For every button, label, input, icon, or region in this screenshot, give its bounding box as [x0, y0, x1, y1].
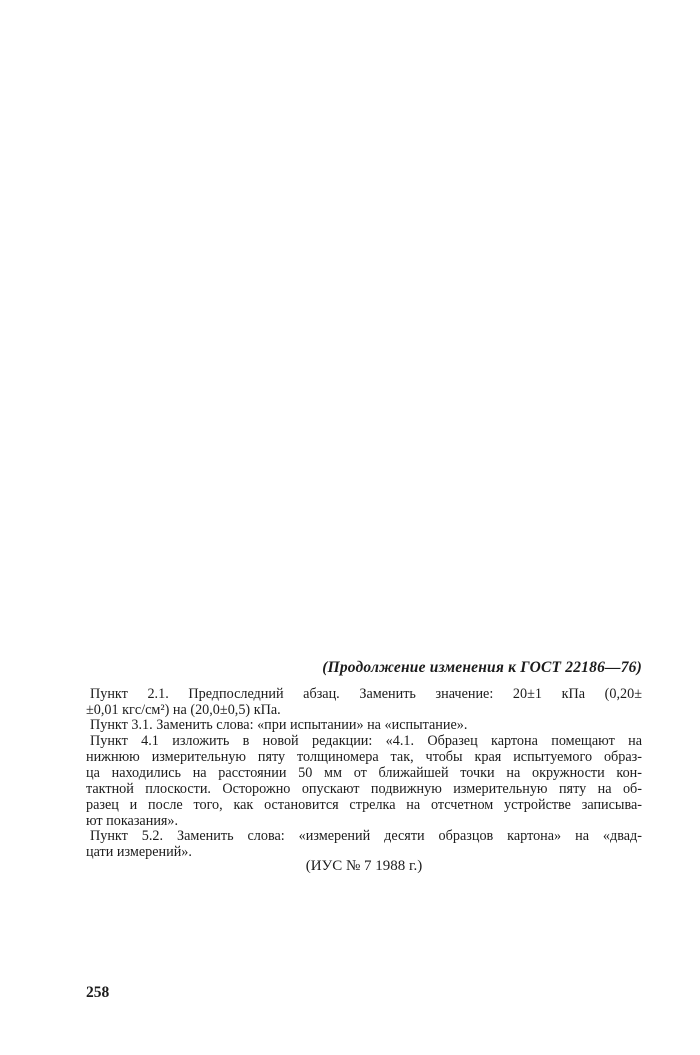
text-line-8: разец и после того, как остановится стрелка на отсчетном устройстве записыва-: [86, 797, 642, 813]
text-line-1: Пункт 2.1. Предпоследний абзац. Заменить значение: 20±1 кПа (0,20±: [90, 686, 642, 702]
text-line-3: Пункт 3.1. Заменить слова: «при испытании» на «испытание».: [90, 717, 468, 733]
text-line-4: Пункт 4.1 изложить в новой редакции: «4.1. Образец картона помещают на: [90, 733, 642, 749]
source-reference: (ИУС № 7 1988 г.): [305, 858, 423, 874]
text-line-10: Пункт 5.2. Заменить слова: «измерений десяти образцов картона» на «двад-: [90, 828, 642, 844]
text-line-6: ца находились на расстоянии 50 мм от ближайшей точки на окружности кон-: [86, 765, 642, 781]
text-line-11: цати измерений».: [86, 844, 192, 860]
page-number: 258: [86, 984, 110, 1001]
text-line-7: тактной плоскости. Осторожно опускают подвижную измерительную пяту на об-: [86, 781, 642, 797]
text-line-5: нижнюю измерительную пяту толщиномера так, чтобы края испытуемого образ-: [86, 749, 642, 765]
text-line-2: ±0,01 кгс/см²) на (20,0±0,5) кПа.: [86, 702, 281, 718]
text-line-9: ют показания».: [86, 813, 179, 829]
amendment-header: (Продолжение изменения к ГОСТ 22186—76): [322, 659, 642, 676]
